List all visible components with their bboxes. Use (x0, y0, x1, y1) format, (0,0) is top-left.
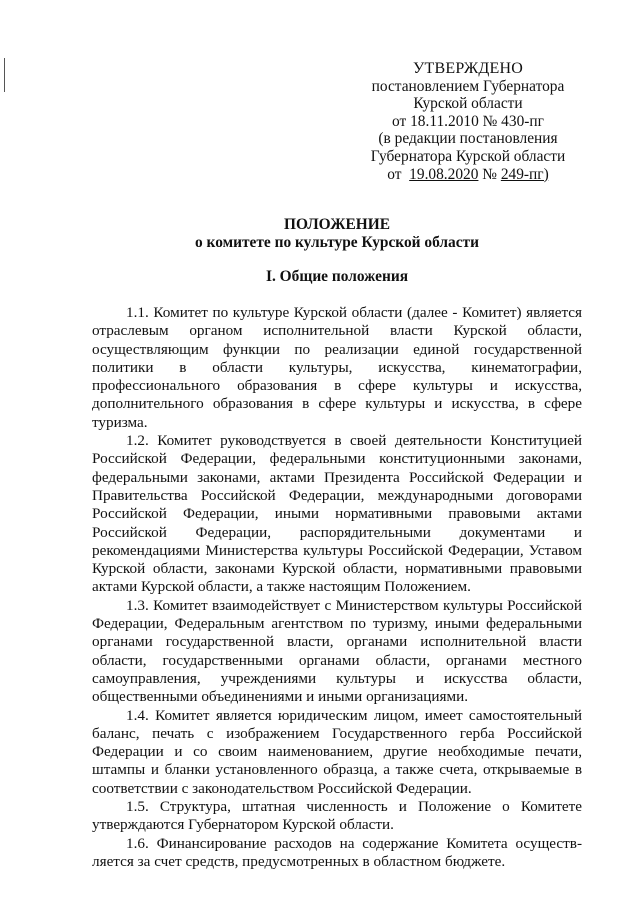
approval-line-6-prefix: от (387, 165, 402, 183)
approval-amendment-date: 19.08.2020 (409, 165, 479, 183)
paragraph-1-5: 1.5. Структура, штатная численность и Положение о Комитете утверждаются Губернатором Курской области. (92, 798, 582, 834)
paragraph-1-1: 1.1. Комитет по культуре Курской области (далее - Комитет) является отраслевым органом исполнительной власти Курской области, осуществляющим функции по реализации единой государственной политики в области культуры, искусства, кинематографии, профессионального образования в сфере культуры и искусства, дополнительного образования в сфере культуры и искусства, в сфере туризма. (92, 304, 582, 431)
section-title: I. Общие положения (265, 268, 409, 285)
paragraph-1-4: 1.4. Комитет является юридическим лицом, имеет самостоятельный баланс, печать с изображением Государственного герба Российской Федерации и со своим наименованием, другие необходимые печати, штампы и бланки установленного образца, а также счета, открываемые в соответствии с законодательством Российской Федерации. (92, 706, 582, 797)
approval-stamp (352, 60, 584, 183)
approval-line-2: Курской области (413, 95, 523, 113)
approval-line-6-number-sign: № (482, 165, 497, 183)
paragraph-1-3: 1.3. Комитет взаимодействует с Министерством культуры Российской Федерации, Федеральным агентством по туризму, иными федеральными органами государственной власти, органами исполнительной власти области, государственными органами области, органами местного самоуправления, учреждениями культуры и искусства области, общественными объединениями и иными организациями. (92, 596, 582, 706)
document-body (92, 304, 582, 871)
approval-line-3: от 18.11.2010 № 430-пг (392, 112, 544, 130)
document-subtitle: о комитете по культуре Курской области (195, 234, 479, 251)
approval-line-1: постановлением Губернатора (371, 77, 565, 95)
approval-line-5: Губернатора Курской области (370, 147, 566, 165)
approval-title: УТВЕРЖДЕНО (412, 60, 523, 77)
page-edge-mark (4, 58, 5, 92)
approval-line-6 (352, 166, 584, 184)
paragraph-1-2: 1.2. Комитет руководствуется в своей деятельности Конституцией Российской Федерации, федеральными конституционными законами, федеральными законами, актами Президента Российской Федерации и Правительства Российской Федерации, международными договорами Российской Федерации, иными нормативными правовыми актами Российской Федерации, распорядительными документами и рекомендациями Министерства культуры Российской Федерации, Уставом Курской области, законами Курской области, нормативными правовыми актами Курской области, а также настоящим Положением. (92, 432, 582, 596)
approval-amendment-number: 249-пг) (500, 165, 549, 183)
approval-line-4: (в редакции постановления (378, 130, 558, 148)
document-title: ПОЛОЖЕНИЕ (284, 216, 390, 233)
document-heading (92, 216, 582, 252)
paragraph-1-6: 1.6. Финансирование расходов на содержание Комитета осуществляется за счет средств, предусмотренных в областном бюджете. (92, 834, 582, 870)
